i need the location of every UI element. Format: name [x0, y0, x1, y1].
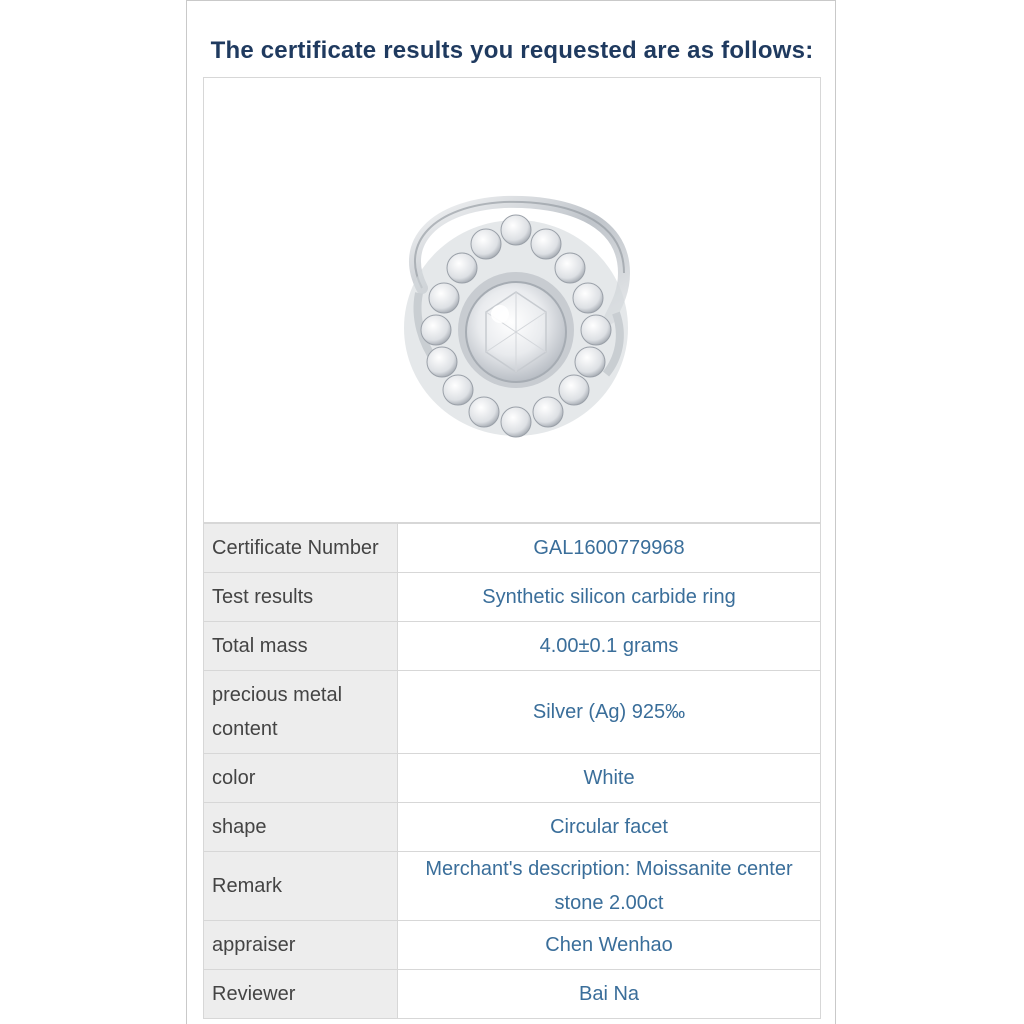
row-value: Bai Na [398, 970, 821, 1019]
row-label: shape [204, 803, 398, 852]
product-photo [203, 77, 821, 523]
row-label: Total mass [204, 622, 398, 671]
table-row [204, 803, 821, 852]
row-value: White [398, 754, 821, 803]
row-value: GAL1600779968 [398, 524, 821, 573]
table-row [204, 754, 821, 803]
table-row [204, 573, 821, 622]
certificate-table [203, 523, 821, 1019]
row-value: Chen Wenhao [398, 921, 821, 970]
table-row [204, 622, 821, 671]
row-label: appraiser [204, 921, 398, 970]
row-label: Test results [204, 573, 398, 622]
table-row [204, 970, 821, 1019]
table-row [204, 671, 821, 754]
row-label: color [204, 754, 398, 803]
row-value: Silver (Ag) 925‰ [398, 671, 821, 754]
row-label: Reviewer [204, 970, 398, 1019]
row-label: Remark [204, 852, 398, 921]
page-title: The certificate results you requested are as follows: [210, 37, 814, 64]
table-row [204, 852, 821, 921]
row-label: Certificate Number [204, 524, 398, 573]
certificate-card [186, 0, 836, 1024]
row-value: Synthetic silicon carbide ring [398, 573, 821, 622]
table-row [204, 921, 821, 970]
ring-image [204, 78, 820, 522]
table-row [204, 524, 821, 573]
row-value: Merchant's description: Moissanite center stone 2.00ct [398, 852, 821, 921]
row-label: precious metal content [204, 671, 398, 754]
row-value: Circular facet [398, 803, 821, 852]
row-value: 4.00±0.1 grams [398, 622, 821, 671]
